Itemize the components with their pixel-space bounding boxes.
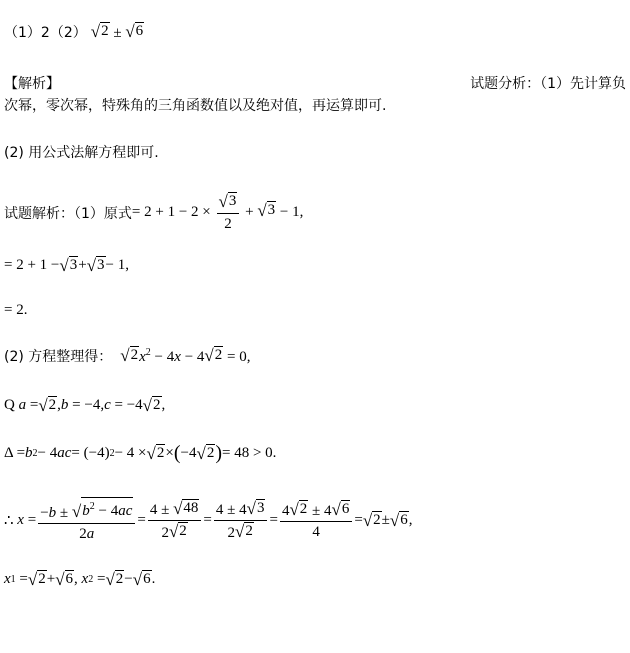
solution-step1: [4, 192, 303, 233]
coefficients-line: Q a = √ 2 , b = −4, c = −4 √ 2 ,: [4, 396, 166, 415]
part2-label: (2) 方程整理得：: [4, 349, 113, 365]
quadratic-formula-line: ∴ x = −b ± √ $b^2 - 4ac$ 2a = 4 ± √ 48 2 √ 2 = 4 ± 4 √ 3 2 √ 2 = 4 √ 2 ± 4 √ 6 4 = √ 2 ± √ 6 ,: [4, 498, 413, 542]
answer-line: [4, 22, 144, 42]
analysis-right-text: 试题分析：（1）先计算负: [470, 76, 626, 92]
solution-step2: = 2 + 1 − √ 3 + √ 3 − 1,: [4, 256, 130, 275]
solution-label: 试题解析：（1）原式: [4, 205, 132, 222]
part2-equation: (2) 方程整理得： √ 2 $x^2 - 4x - 4$ √ 2 = 0,: [4, 346, 251, 365]
analysis-line2: 次幂，零次幂，特殊角的三角函数值以及绝对值，再运算即可.: [4, 98, 387, 114]
answer-prefix: （1）2（2）: [4, 25, 87, 41]
analysis-label: 【解析】: [4, 76, 60, 92]
analysis-line3: (2) 用公式法解方程即可.: [4, 145, 159, 161]
discriminant-line: Δ = b 2 − 4 ac = (−4) 2 − 4 × √ 2 × ( −4 √ 2 ) = 48 > 0.: [4, 442, 277, 464]
step1-expression: = 2 + 1 − 2 × √ 3 2 + √ 3 − 1,: [131, 192, 304, 232]
solution-step3: = 2.: [4, 302, 28, 318]
roots-line: x 1 = √ 2 + √ 6 , x 2 = √ 2 − √ 6 .: [4, 570, 156, 589]
answer-expression: √ 2 ± √ 6: [90, 22, 144, 41]
